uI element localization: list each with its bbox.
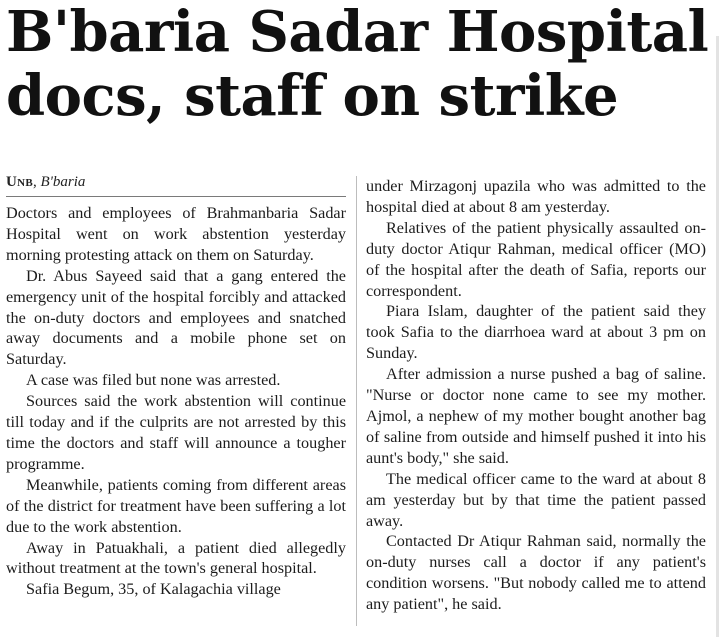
article-paragraph: The medical officer came to the ward at about 8 am yesterday but by that time the patient passed away. [366,469,706,530]
article-paragraph: After admission a nurse pushed a bag of saline. "Nurse or doctor none came to see my mother. Ajmol, a nephew of my mother bought another bag of saline from outside and himself pushed it into his aunt's body," she said. [366,365,706,467]
article-paragraph: Relatives of the patient physically assaulted on-duty doctor Atiqur Rahman, medical officer (MO) of the hospital after the death of Safia, reports our correspondent. [366,218,706,300]
column-divider [356,176,357,626]
headline [6,0,711,128]
article-paragraph: under Mirzagonj upazila who was admitted to the hospital died at about 8 am yesterday. [366,177,706,216]
headline-line-2: docs, staff on strike [6,63,619,129]
page-edge-shadow [716,36,719,637]
byline-place: B'baria [40,174,86,190]
article-paragraph: Meanwhile, patients coming from different areas of the district for treatment have been suffering a lot due to the work abstention. [6,475,346,536]
article-paragraph: Dr. Abus Sayeed said that a gang entered the emergency unit of the hospital forcibly and attacked the on-duty doctors and employees and snatched away documents and a mobile phone set on Saturday. [6,266,346,369]
byline [6,172,346,197]
article-column-left [6,172,346,600]
article-paragraph: Sources said the work abstention will continue till today and if the culprits are not arrested by this time the doctors and staff will announce a tougher programme. [6,392,346,473]
headline-line-1: B'baria Sadar Hospital [6,0,709,65]
article-paragraph: Safia Begum, 35, of Kalagachia village [26,580,281,599]
byline-agency: Unb [6,174,34,190]
article-paragraph: A case was filed but none was arrested. [26,371,281,390]
article-paragraph: Piara Islam, daughter of the patient said they took Safia to the diarrhoea ward at about 3 pm on Sunday. [366,302,706,363]
article-paragraph: Away in Patuakhali, a patient died allegedly without treatment at the town's general hospital. [6,538,346,578]
byline-separator: , [33,174,41,190]
article-paragraph: Contacted Dr Atiqur Rahman said, normally the on-duty nurses call a doctor if any patient's condition worsens. "But nobody called me to attend any patient", he said. [366,532,706,614]
article-column-right [366,176,706,615]
article-paragraph: Doctors and employees of Brahmanbaria Sadar Hospital went on work abstention yesterday morning protesting attack on them on Saturday. [6,204,346,264]
